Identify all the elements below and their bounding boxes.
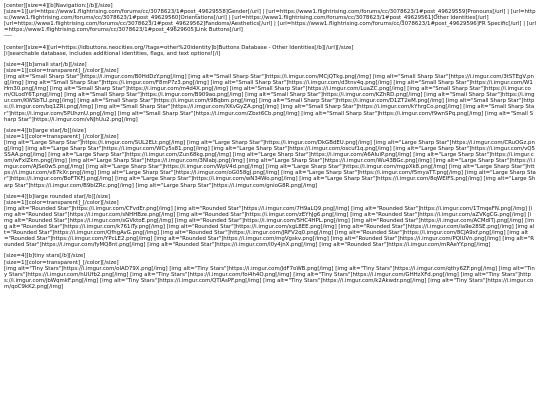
navigation-section [4,3,536,40]
large-rounded-star-section [4,194,536,249]
tiny-stars-code: [size=4][b]tiny stars[/b][/size] [size=1][color=transparent]_[/color][/size] [img alt="Tiny Stars"]https://i.imgur.com/oIAD79X.png[/img] [img alt="Tiny Stars"]https://i.imgur.com/JdF7oWB.png[/img] [img alt="Tiny Stars"]https://i.imgur.com/qthy6ZF.png[/img] [img alt="Tiny Stars"]https://i.imgur.com/hUUfb2.png[/img] [img alt="Tiny Stars"]https://i.imgur.com/foi4h4O.png[/img] [img alt="Tiny Stars"]https://i.imgur.com/GHHzXFd.png[/img] [img alt="Tiny Stars"]https://i.imgur.com/jbWqmkF.png[/img] [img alt="Tiny Stars"]https://i.imgur.com/QTIAsPF.png[/img] [img alt="Tiny Stars"]https://i.imgur.com/k2Akwdr.png[/img] [img alt="Tiny Stars"]https://i.imgur.com/qoC9kK2.png[/img] [4,253,535,290]
tiny-stars-section [4,253,536,290]
navigation-code: [center][size=4][b]Navigation:[/b][/size] [size=1][url=https://www1.flightrising.com/forums/cc/3078623/1#post_49629558]Gender[/url] | [url=https://www1.flightrising.com/forums/cc/3078623/1#post_49629559]Pronouns[/url] | [url=https://www1.flightrising.com/forums/cc/3078623/1#post_49629560]Orientations[/url] | [url=https://www1.flightrising.com/forums/cc/3078623/1#post_49629561]Other Identities[/url] [url=https://www1.flightrising.com/forums/cc/3078623/1#post_49629562]Fandoms/Aesthetics[/url] | [url=https://www1.flightrising.com/forums/cc/3078623/1#post_49629596]FR Specific[/url] | [url=https://www1.flightrising.com/forums/cc/3078623/1#post_49629605]Link Buttons[/url] ---- [4,3,537,40]
buttons-database-code: [center][size=4][url=https://idbuttons.neocities.org/?tags=other%20identity]b]Buttons Database - Other Identities[/b][/url][/size] [i]searchable database, includes additional identities, flags, and text options![/i] [4,44,354,57]
small-star-section [4,62,536,123]
large-star-code: [size=4][b]large star[/b][/size] [size=1][color=transparent]_[/color][/size] [img alt="Large Sharp Star"]https://i.imgur.com/SUL2ELt.png[/img] [img alt="Large Sharp Star"]https://i.imgur.com/DkGBdEU.png[/img] [img alt="Large Sharp Star"]https://i.imgur.com/CRuOGz.png[/img] [img alt="Large Sharp Star"]https://i.imgur.com/WCy5s81.png[/img] [img alt="Large Sharp Star"]https://i.imgur.com/oscuf1q.png[/img] [img alt="Large Sharp Star"]https://i.imgur.com/vQ5SSAA.png[/img] [img alt="Large Sharp Star"]https://i.imgur.com/Zun68kg.png[/img] [img alt="Large Sharp Star"]https://i.imgur.com/A6AIuiP.png[/img] [img alt="Large Sharp Star"]https://i.imgur.com/wFxIZkm.png[/img] [img alt="Large Sharp Star"]https://i.imgur.com/3NIabj.png[/img] [img alt="Large Sharp Star"]https://i.imgur.com/Wu43BGc.png[/img] [img alt="Large Sharp Star"]https://i.imgur.com/AJSe0w5.png[/img] [img alt="Large Sharp Star"]https://i.imgur.com/WpV4d.png[/img] [img alt="Large Sharp Star"]https://i.imgur.com/mgpXk8.png[/img] [img alt="Large Sharp Star"]https://i.imgur.com/v87kXr.png[/img] [img alt="Large Sharp Star"]https://i.imgur.com/oG058gJ.png[/img] [img alt="Large Sharp Star"]https://i.imgur.com/f5myaTT.png[/img] [img alt="Large Sharp Star"]https://i.imgur.com/BoFTKFJ.png[/img] [img alt="Large Sharp Star"]https://i.imgur.com/wN34Wo.png[/img] [img alt="Large Sharp Star"]https://i.imgur.com/8qWEIFS.png[/img] [img alt="Large Sharp Star"]https://i.imgur.com/B9blZRc.png[/img] [img alt="Large Sharp Star"]https://i.imgur.com/gnioG8R.png[/img] [4,127,536,189]
buttons-database-section [4,45,536,57]
large-rounded-star-code: [size=4][b]large rounded star[/b][/size] [size=1][color=transparent]_[/color][/size] [img alt="Rounded Star"]https://i.imgur.com/CFvdEr.png[/img] [img alt="Rounded Star"]https://i.imgur.com/7H9aLQ9.png[/img] [img alt="Rounded Star"]https://i.imgur.com/1TmqeFN.png[/img] [img alt="Rounded Star"]https://i.imgur.com/sNHHBze.png[/img] [img alt="Rounded Star"]https://i.imgur.com/zEYhJg6.png[/img] [img alt="Rounded Star"]https://i.imgur.com/aZVKgCG.png[/img] [img alt="Rounded Star"]https://i.imgur.com/sGVktoE.png[/img] [img alt="Rounded Star"]https://i.imgur.com/5HC4HPL.png[/img] [img alt="Rounded Star"]https://i.imgur.com/ACMdlTj.png[/img] [img alt="Rounded Star"]https://i.imgur.com/k761iTy.png[/img] [img alt="Rounded Star"]https://i.imgur.com/xgL8EE.png[/img] [img alt="Rounded Star"]https://i.imgur.com/ia9e28SE.png[/img] [img alt="Rounded Star"]https://i.imgur.com/QfhgAvG.png[/img] [img alt="Rounded Star"]https://i.imgur.com/JRFV2q0.png[/img] [img alt="Rounded Star"]https://i.imgur.com/8CJA9xf.png[/img] [img alt="Rounded Star"]https://i.imgur.com/YPcLE2.png[/img] [img alt="Rounded Star"]https://i.imgur.com/mgVgskv.png[/img] [img alt="Rounded Star"]https://i.imgur.com/PQlUVn.png[/img] [img alt="Rounded Star"]https://i.imgur.com/fyMQ8nt.png[/img] [img alt="Rounded Star"]https://i.imgur.com/l0y4jnX.png[/img] [img alt="Rounded Star"]https://i.imgur.com/mRAeYY.png[/img] [4,193,535,249]
large-star-section [4,128,536,189]
small-star-code: [size=4][b]small star[/b][/size] [size=1][color=transparent]_[/color][/size] [img alt="Small Sharp Star"]https://i.imgur.com/B0HdDzY.png[/img] [img alt="Small Sharp Star"]https://i.imgur.com/MCjQTkg.png[/img] [img alt="Small Sharp Star"]https://i.imgur.com/3tSTEgV.png[/img] [img alt="Small Sharp Star"]https://i.imgur.com/F8mP7z3.png[/img] [img alt="Small Sharp Star"]https://i.imgur.com/d3tnv4q.png[/img] [img alt="Small Sharp Star"]https://i.imgur.com/W1Hm30.png[/img] [img alt="Small Sharp Star"]https://i.imgur.com/m4d4X.png[/img] [img alt="Small Sharp Star"]https://i.imgur.com/LuaZC.png[/img] [img alt="Small Sharp Star"]https://i.imgur.com/OLodY6T.png[/img] [img alt="Small Sharp Star"]https://i.imgur.com/B909ao.png[/img] [img alt="Small Sharp Star"]https://i.imgur.com/KZhRD.png[/img] [img alt="Small Sharp Star"]https://i.imgur.com/KWSbTLl.png[/img] [img alt="Small Sharp Star"]https://i.imgur.com/t9Bqbm.png[/img] [img alt="Small Sharp Star"]https://i.imgur.com/D1ZT2eM.png[/img] [img alt="Small Sharp Star"]https://i.imgur.com/bq1ZRi.png[/img] [img alt="Small Sharp Star"]https://i.imgur.com/XKvGyZA.png[/img] [img alt="Small Sharp Star"]https://i.imgur.com/kYhrgCo.png[/img] [img alt="Small Sharp Star"]https://i.imgur.com/5PUhznU.png[/img] [img alt="Small Sharp Star"]https://i.imgur.com/Zbxt6Cb.png[/img] [img alt="Small Sharp Star"]https://i.imgur.com/f9wnSPq.png[/img] [img alt="Small Sharp Star"]https://i.imgur.com/vNJhUu2.png[/img] [4,61,535,123]
